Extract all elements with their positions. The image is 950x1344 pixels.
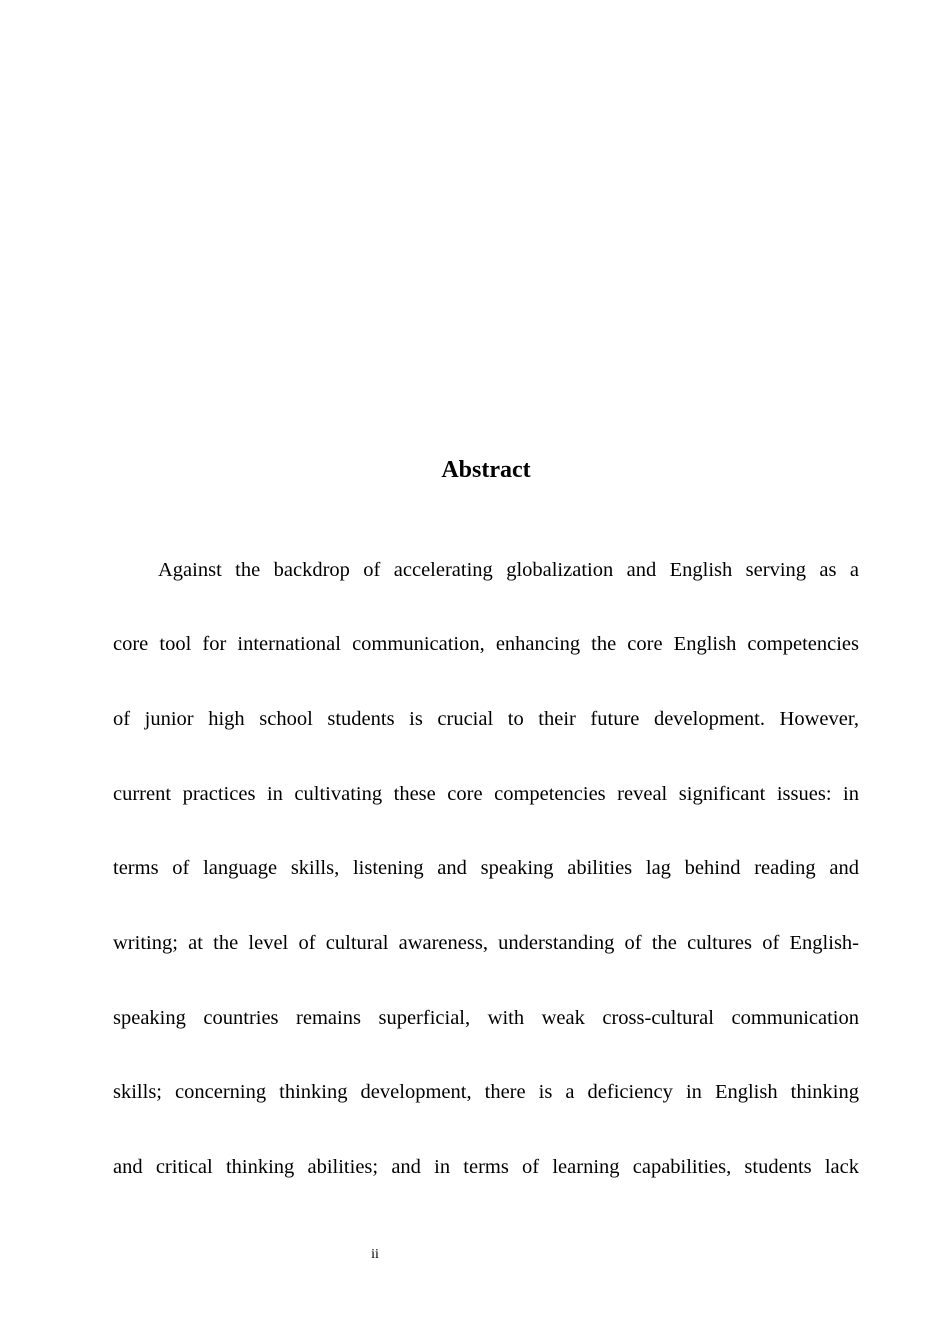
abstract-line: speaking countries remains superficial, with weak cross-cultural communication [113, 1007, 859, 1029]
abstract-line: Against the backdrop of accelerating globalization and English serving as a [158, 559, 859, 581]
abstract-line: and critical thinking abilities; and in terms of learning capabilities, students lack [113, 1156, 859, 1178]
abstract-line: skills; concerning thinking development, there is a deficiency in English thinking [113, 1081, 859, 1103]
abstract-line: current practices in cultivating these core competencies reveal significant issues: in [113, 783, 859, 805]
abstract-title: Abstract [441, 457, 531, 483]
abstract-line: of junior high school students is crucial to their future development. However, [113, 708, 859, 730]
abstract-line: writing; at the level of cultural awareness, understanding of the cultures of English- [113, 932, 859, 954]
abstract-line: core tool for international communication, enhancing the core English competencies [113, 633, 859, 655]
page-number: ii [371, 1247, 379, 1262]
abstract-line: terms of language skills, listening and speaking abilities lag behind reading and [113, 857, 859, 879]
